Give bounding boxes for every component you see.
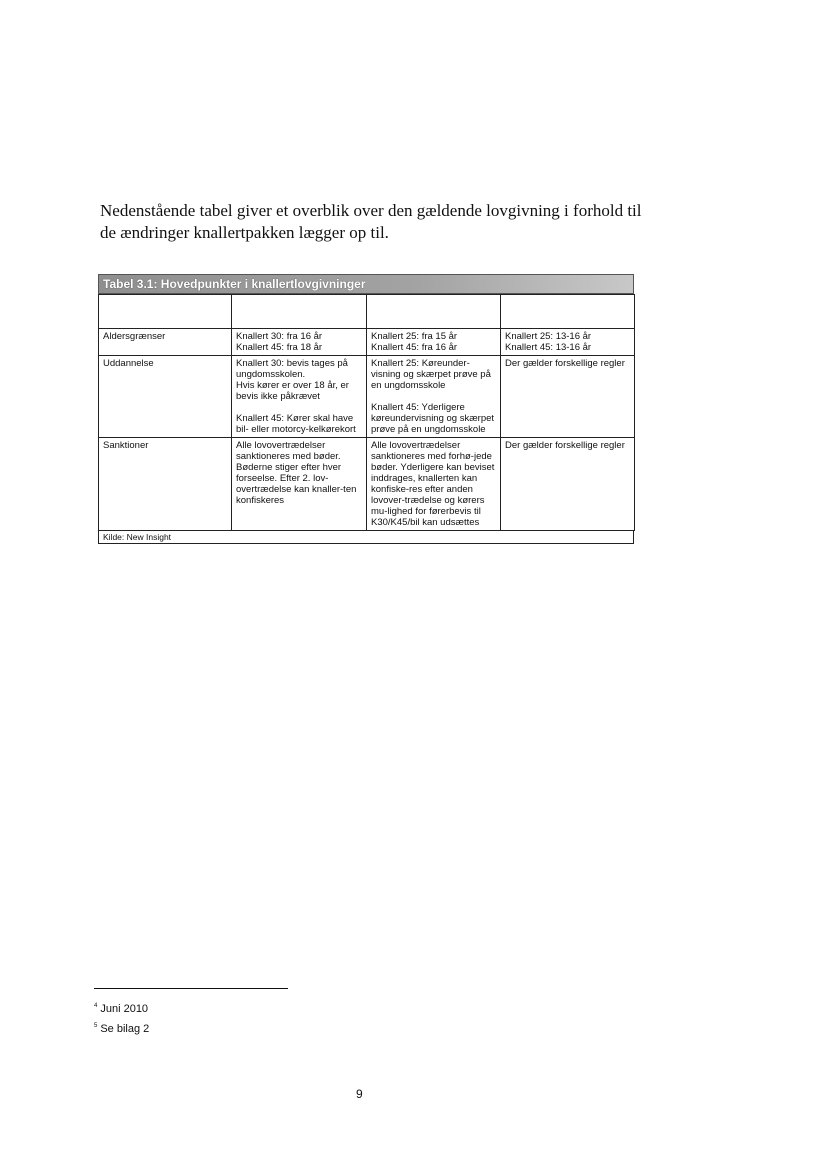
table-row: [99, 329, 635, 356]
cell-text: Knallert 25: Køreunder-visning og skærpet prøve på en ungdomsskole Knallert 45: Yderligere køreundervisning og skærpet prøve på en ungdomsskole: [371, 358, 495, 435]
footnote-text: Se bilag 2: [100, 1023, 150, 1035]
cell-text: Knallert 25: fra 15 år Knallert 45: fra 16 år: [371, 331, 458, 353]
footnote-mark: 5: [94, 1023, 98, 1030]
table-cell: [367, 329, 501, 356]
cell-text: Knallert 30: fra 16 år Knallert 45: fra 18 år: [236, 331, 323, 353]
table-cell: [232, 438, 367, 531]
table-cell: [501, 356, 635, 438]
table-grid: [98, 294, 635, 531]
footnote-text: Juni 2010: [100, 1003, 149, 1015]
cell-text: Knallert 30: bevis tages på ungdomsskolen. Hvis kører er over 18 år, er bevis ikke påkrævet Knallert 45: Kører skal have bil- eller motorcy-kelkørekort: [236, 358, 356, 435]
table-header-cell: [232, 295, 367, 329]
footnote: [94, 1023, 149, 1035]
cell-text: Der gælder forskellige regler: [505, 440, 625, 451]
cell-text: Knallert 25: 13-16 år Knallert 45: 13-16 år: [505, 331, 592, 353]
intro-paragraph: Nedenstående tabel giver et overblik over den gældende lovgivning i forhold til de ændringer knallertpakken lægger op til.: [100, 201, 642, 242]
table-cell: [367, 356, 501, 438]
footnote: [94, 1003, 149, 1015]
legislation-table: [98, 274, 634, 544]
table-header-cell: [501, 295, 635, 329]
table-cell: [232, 356, 367, 438]
cell-text: Alle lovovertrædelser sanktioneres med bøder. Bøderne stiger efter hver forseelse. Efter 2. lov-overtrædelse kan knaller-ten konfiskeres: [236, 440, 357, 506]
table-header-row: [99, 295, 635, 329]
table-header-cell: [367, 295, 501, 329]
cell-text: Der gælder forskellige regler: [505, 358, 625, 369]
page-number: 9: [356, 1087, 363, 1101]
table-cell: [501, 438, 635, 531]
table-caption: Tabel 3.1: Hovedpunkter i knallertlovgivninger: [98, 274, 634, 294]
table-cell: [232, 329, 367, 356]
table-header-cell: [99, 295, 232, 329]
row-label: Sanktioner: [99, 438, 232, 531]
table-cell: [501, 329, 635, 356]
table-row: [99, 438, 635, 531]
table-row: [99, 356, 635, 438]
row-label: Aldersgrænser: [99, 329, 232, 356]
table-source: Kilde: New Insight: [98, 531, 634, 544]
footnotes: [94, 1003, 149, 1043]
footnote-mark: 4: [94, 1003, 98, 1010]
cell-text: Alle lovovertrædelser sanktioneres med forhø-jede bøder. Yderligere kan beviset inddrages, knallerten kan konfiske-res efter anden lovover-trædelse og kørers mu-lighed for førerbevis til K30/K45/bil kan udsættes: [371, 440, 495, 528]
table-cell: [367, 438, 501, 531]
row-label: Uddannelse: [99, 356, 232, 438]
footnote-divider: [94, 988, 288, 989]
